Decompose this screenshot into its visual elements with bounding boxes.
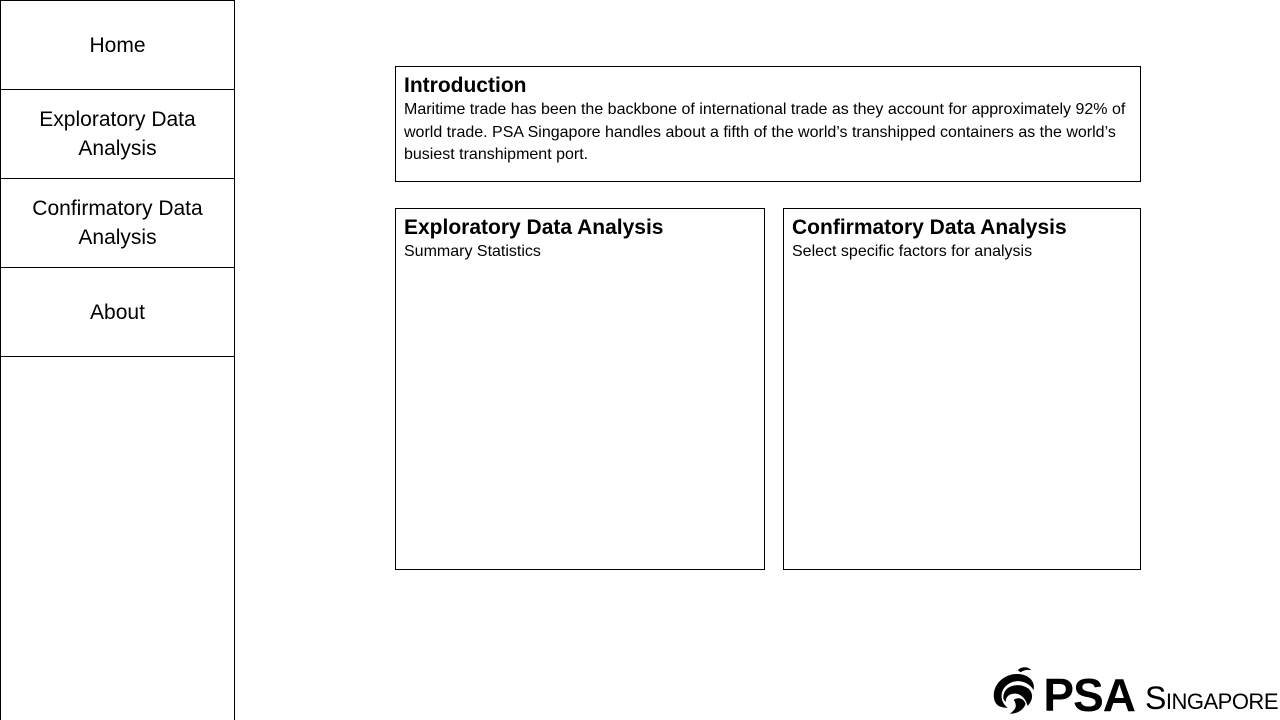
confirmatory-data-analysis-title: Confirmatory Data Analysis bbox=[792, 216, 1067, 239]
sidebar-item-label: Exploratory Data Analysis bbox=[39, 108, 196, 160]
psa-singapore-logo bbox=[988, 662, 1278, 718]
sidebar-item-label: Confirmatory Data Analysis bbox=[32, 197, 203, 249]
confirmatory-data-analysis-panel bbox=[783, 208, 1141, 570]
introduction-text: Maritime trade has been the backbone of international trade as they account for approximately 92% of world trade. PSA Singapore handles about a fifth of the world’s transhipped containers as the world’s busiest transhipment port. bbox=[404, 101, 1126, 163]
sidebar-item-label: Home bbox=[89, 33, 146, 57]
exploratory-data-analysis-panel bbox=[395, 208, 765, 570]
exploratory-data-analysis-title: Exploratory Data Analysis bbox=[404, 216, 664, 239]
sidebar-item-about[interactable] bbox=[1, 268, 234, 357]
psa-swirl-icon bbox=[988, 664, 1041, 718]
logo-psa-text: PSA bbox=[1043, 669, 1136, 720]
sidebar-item-exploratory-data-analysis[interactable] bbox=[1, 90, 234, 179]
introduction-title: Introduction bbox=[404, 74, 527, 97]
exploratory-data-analysis-subtitle: Summary Statistics bbox=[404, 243, 541, 260]
confirmatory-data-analysis-subtitle: Select specific factors for analysis bbox=[792, 243, 1033, 260]
sidebar-item-confirmatory-data-analysis[interactable] bbox=[1, 179, 234, 268]
sidebar-item-home[interactable] bbox=[1, 1, 234, 90]
logo-singapore-text: Singapore bbox=[1145, 680, 1278, 716]
introduction-panel bbox=[395, 66, 1141, 182]
sidebar bbox=[0, 0, 235, 720]
sidebar-item-label: About bbox=[90, 300, 145, 324]
